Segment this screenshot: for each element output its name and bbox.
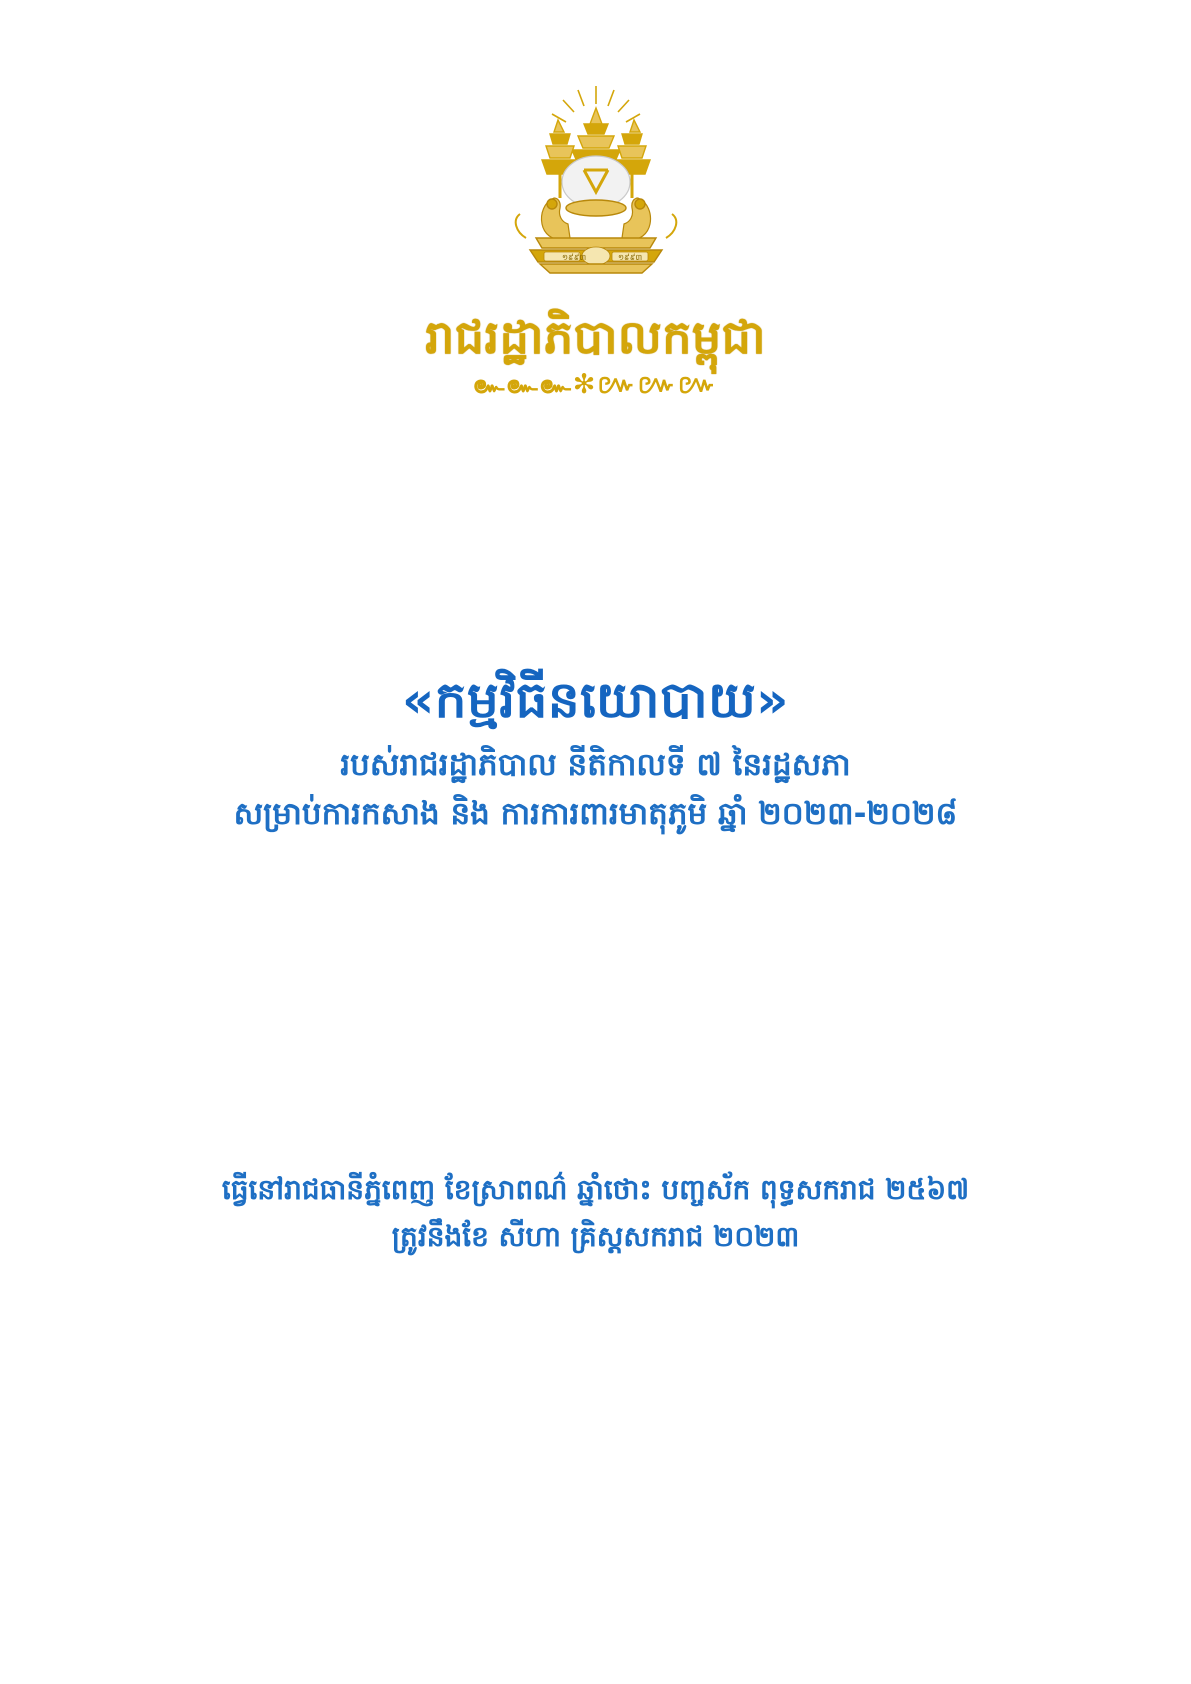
- emblem-year-left: ១៩៩៣: [561, 253, 586, 262]
- subtitle-line-2: សម្រាប់ការកសាង និង ការការពារមាតុភូមិ ឆ្នាំ ២០២៣-២០២៨: [233, 796, 958, 833]
- footer-line-2: ត្រូវនឹងខែ សីហា គ្រិស្តសករាជ ២០២៣: [391, 1219, 800, 1253]
- royal-emblem-icon: [466, 78, 726, 308]
- subtitle-line-1: របស់រាជរដ្ឋាភិបាល នីតិកាលទី ៧ នៃរដ្ឋសភា: [340, 747, 851, 784]
- royal-motto: ๛๛๛✻៚៚៚: [472, 368, 719, 400]
- footer-line-1: ធ្វើនៅរាជធានីភ្នំពេញ ខែស្រាពណ៌ ឆ្នាំថោះ បញ្ចស័ក ពុទ្ធសករាជ ២៥៦៧: [221, 1173, 970, 1207]
- royal-emblem: [466, 78, 726, 308]
- emblem-year-right: ១៩៩៣: [617, 253, 642, 262]
- page-title: «កម្មវិធីនយោបាយ»: [402, 670, 789, 729]
- kingdom-title: រាជរដ្ឋាភិបាលកម្ពុជា: [425, 310, 766, 364]
- title-block: [146, 669, 1046, 837]
- footer-block: [126, 1167, 1066, 1259]
- header-block: [425, 312, 766, 401]
